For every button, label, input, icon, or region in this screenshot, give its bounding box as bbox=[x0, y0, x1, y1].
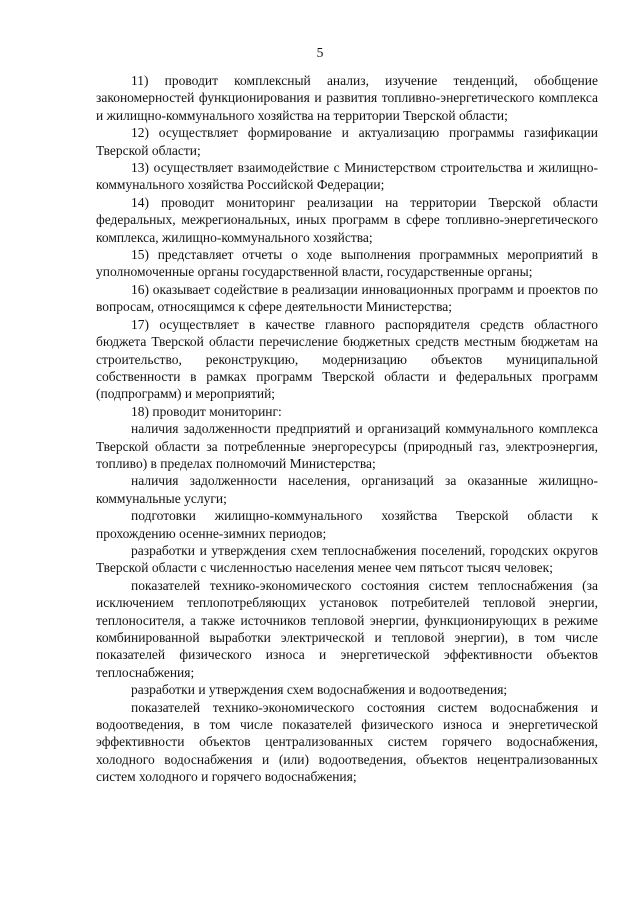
paragraph-item-13: 13) осуществляет взаимодействие с Министерством строительства и жилищно-коммунального хозяйства Российской Федерации; bbox=[96, 160, 598, 193]
monitoring-subitem: показателей технико-экономического состояния систем водоснабжения и водоотведения, в том числе показателей физического износа и энергетической эффективности объектов централизованных систем горячего водоснабжения, холодного водоснабжения и (или) водоотведения, объектов нецентрализованных систем холодного и горячего водоснабжения; bbox=[96, 699, 598, 785]
monitoring-subitem: подготовки жилищно-коммунального хозяйства Тверской области к прохождению осенне-зимних периодов; bbox=[96, 508, 598, 541]
page-number: 5 bbox=[316, 45, 324, 60]
paragraph-item-18: 18) проводит мониторинг: bbox=[131, 403, 282, 419]
monitoring-subitem: наличия задолженности населения, организаций за оказанные жилищно-коммунальные услуги; bbox=[96, 473, 598, 506]
paragraph-item-16: 16) оказывает содействие в реализации инновационных программ и проектов по вопросам, относящимся к сфере деятельности Министерства; bbox=[96, 281, 598, 315]
document-body bbox=[96, 72, 598, 786]
monitoring-subitem: показателей технико-экономического состояния систем теплоснабжения (за исключением теплопотребляющих установок потребителей тепловой энергии, теплоносителя, а также источников тепловой энергии, функционирующих в режиме комбинированной выработки электрической и тепловой энергии), в том числе показателей физического износа и энергетической эффективности объектов теплоснабжения; bbox=[96, 577, 598, 680]
paragraph-item-17: 17) осуществляет в качестве главного распорядителя средств областного бюджета Тверской области перечисление бюджетных средств местным бюджетам на строительство, реконструкцию, модернизацию объектов муниципальной собственности в рамках программ Тверской области и федеральных программ (подпрограмм) и мероприятий; bbox=[96, 316, 598, 402]
monitoring-subitem: разработки и утверждения схем водоснабжения и водоотведения; bbox=[131, 682, 508, 698]
paragraph-item-12: 12) осуществляет формирование и актуализацию программы газификации Тверской области; bbox=[96, 125, 598, 158]
paragraph-item-11: 11) проводит комплексный анализ, изучение тенденций, обобщение закономерностей функционирования и развития топливно-энергетического комплекса и жилищно-коммунального хозяйства на территории Тверской области; bbox=[96, 73, 598, 123]
paragraph-item-15: 15) представляет отчеты о ходе выполнения программных мероприятий в уполномоченные органы государственной власти, государственные органы; bbox=[96, 247, 598, 280]
monitoring-subitem: разработки и утверждения схем теплоснабжения поселений, городских округов Тверской области с численностью населения менее чем пятьсот тысяч человек; bbox=[96, 542, 598, 576]
paragraph-item-14: 14) проводит мониторинг реализации на территории Тверской области федеральных, межрегиональных, иных программ в сфере топливно-энергетического комплекса, жилищно-коммунального хозяйства; bbox=[96, 194, 598, 245]
monitoring-subitem: наличия задолженности предприятий и организаций коммунального комплекса Тверской области за потребленные энергоресурсы (природный газ, электроэнергия, топливо) в пределах полномочий Министерства; bbox=[96, 421, 598, 471]
